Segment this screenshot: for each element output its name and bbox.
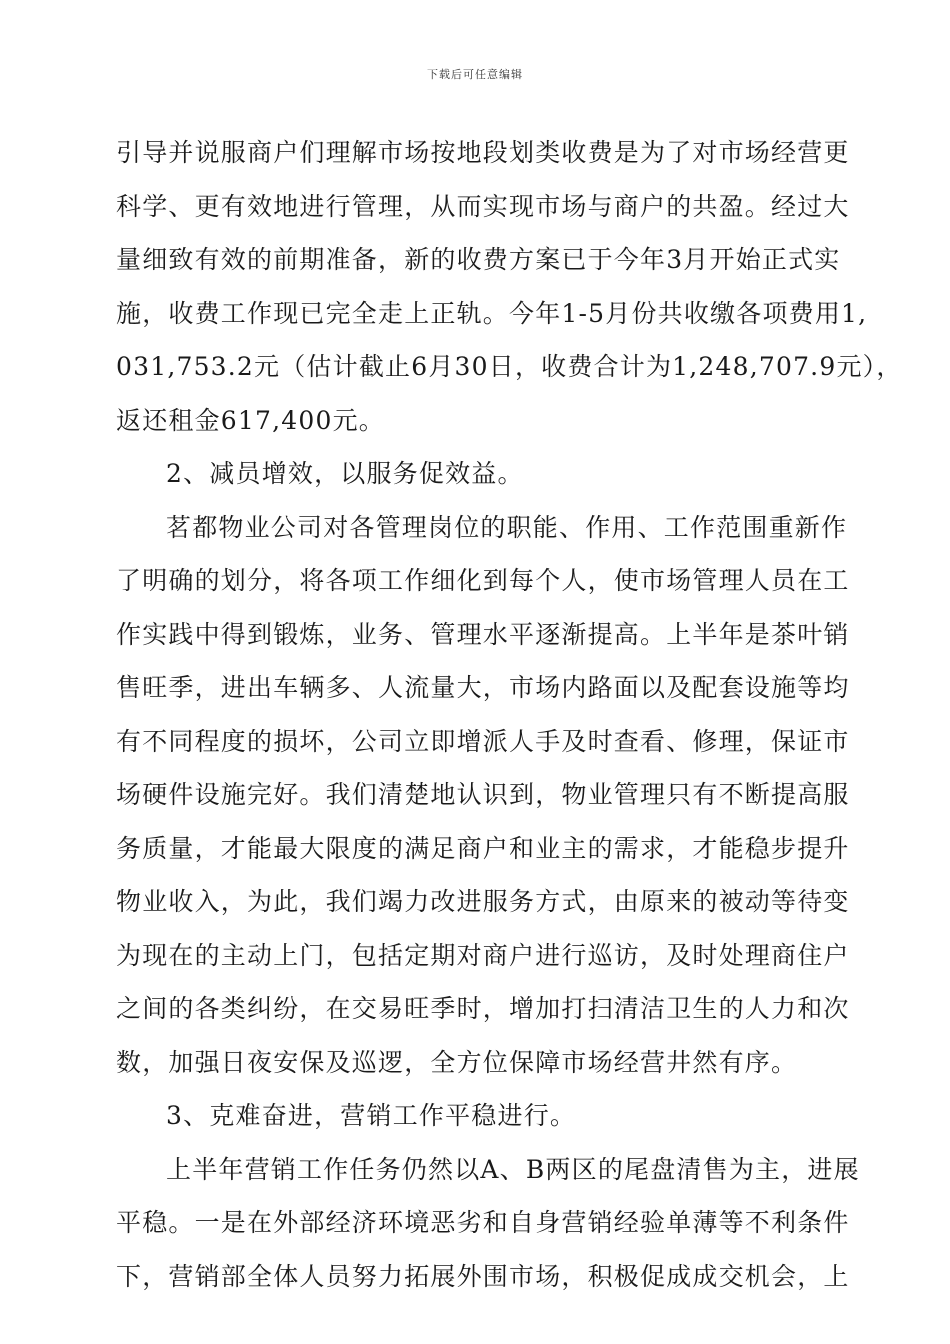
text-line: 上半年营销工作任务仍然以A、B两区的尾盘清售为主，进展	[166, 1154, 860, 1184]
text-line: 为现在的主动上门，包括定期对商户进行巡访，及时处理商住户	[116, 940, 850, 970]
body-text	[116, 126, 903, 1303]
text-line: 之间的各类纠纷，在交易旺季时，增加打扫清洁卫生的人力和次	[116, 994, 850, 1023]
text-line: 场硬件设施完好。我们清楚地认识到，物业管理只有不断提高服	[116, 780, 850, 809]
page-header: 下载后可任意编辑	[427, 68, 523, 81]
text-line: 2、减员增效，以服务促效益。	[166, 459, 524, 488]
text-line: 科学、更有效地进行管理，从而实现市场与商户的共盈。经过大	[116, 191, 850, 221]
text-line: 3、克难奋进，营销工作平稳进行。	[166, 1101, 577, 1130]
text-line: 量细致有效的前期准备，新的收费方案已于今年3月开始正式实	[116, 245, 841, 274]
text-line: 平稳。一是在外部经济环境恶劣和自身营销经验单薄等不利条件	[116, 1208, 850, 1237]
text-line: 物业收入，为此，我们竭力改进服务方式，由原来的被动等待变	[116, 887, 850, 916]
text-line: 下，营销部全体人员努力拓展外围市场，积极促成成交机会，上	[116, 1261, 850, 1291]
text-line: 有不同程度的损坏，公司立即增派人手及时查看、修理，保证市	[116, 726, 850, 756]
text-line: 了明确的划分，将各项工作细化到每个人，使市场管理人员在工	[116, 566, 850, 595]
text-line: 施，收费工作现已完全走上正轨。今年1-5月份共收缴各项费用1,	[116, 298, 868, 328]
text-line: 返还租金617,400元。	[116, 405, 385, 435]
text-line: 务质量，才能最大限度的满足商户和业主的需求，才能稳步提升	[116, 833, 850, 863]
text-line: 031,753.2元（估计截止6月30日，收费合计为1,248,707.9元），	[116, 352, 903, 381]
text-line: 售旺季，进出车辆多、人流量大，市场内路面以及配套设施等均	[116, 673, 850, 702]
text-line: 引导并说服商户们理解市场按地段划类收费是为了对市场经营更	[116, 138, 850, 167]
text-line: 茗都物业公司对各管理岗位的职能、作用、工作范围重新作	[166, 512, 848, 542]
text-line: 作实践中得到锻炼，业务、管理水平逐渐提高。上半年是茶叶销	[116, 619, 850, 649]
text-line: 数，加强日夜安保及巡逻，全方位保障市场经营井然有序。	[116, 1047, 798, 1077]
